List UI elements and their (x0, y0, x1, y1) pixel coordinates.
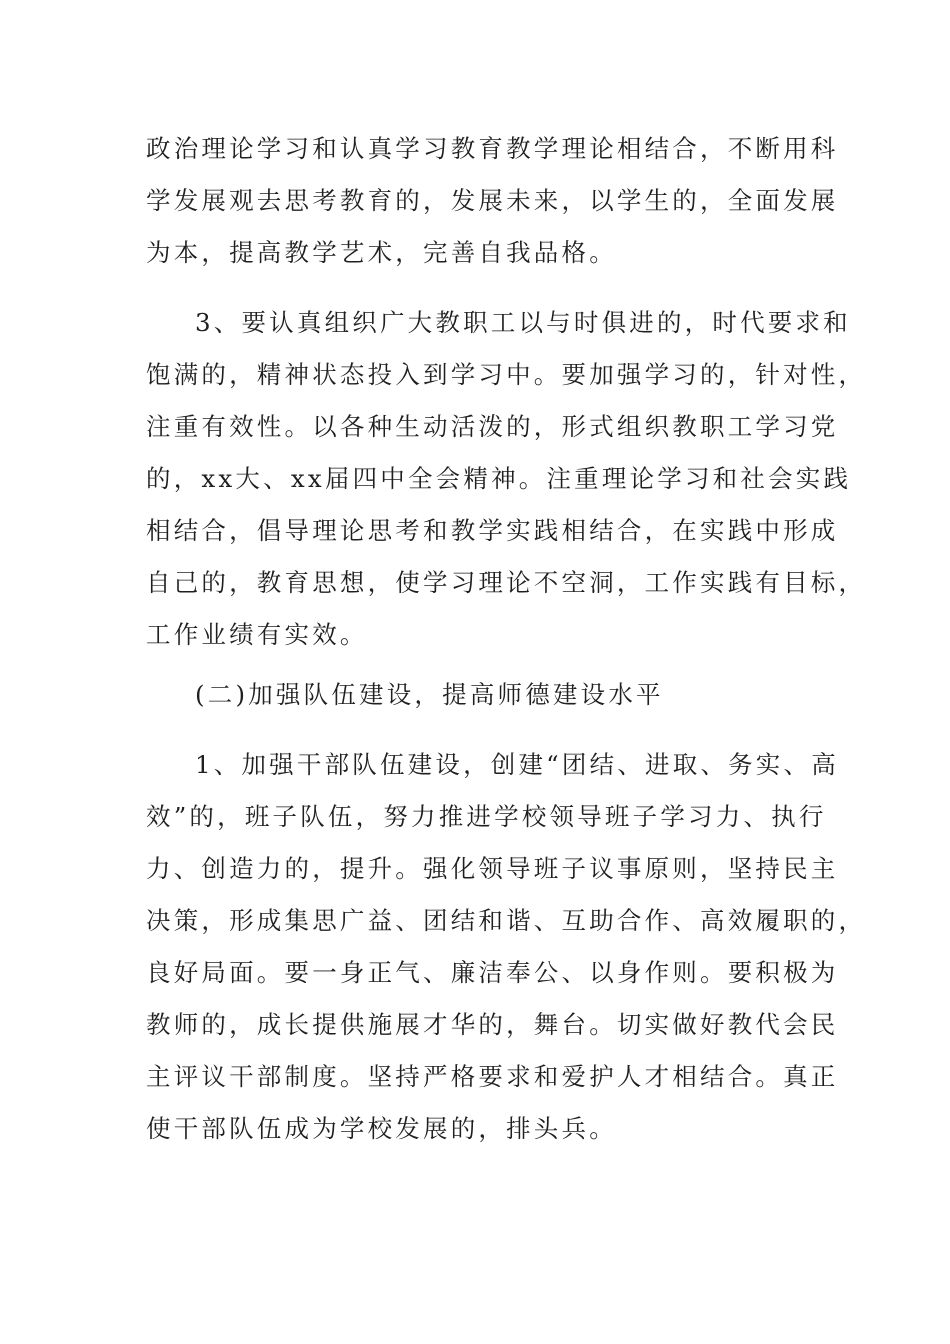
text-line: 饱满的，精神状态投入到学习中。要加强学习的，针对性， (146, 360, 867, 389)
text-line: 教师的，成长提供施展才华的，舞台。切实做好教代会民 (146, 1010, 839, 1039)
section-heading (146, 669, 806, 721)
text-line: 自己的，教育思想，使学习理论不空洞，工作实践有目标， (146, 568, 867, 597)
text-line: 主评议干部制度。坚持严格要求和爱护人才相结合。真正 (146, 1062, 839, 1091)
text-line: 工作业绩有实效。 (146, 620, 368, 649)
paragraph-item-1 (146, 739, 867, 1155)
text-line: 效”的，班子队伍，努力推进学校领导班子学习力、执行 (146, 802, 827, 831)
text-line: 注重有效性。以各种生动活泼的，形式组织教职工学习党 (146, 412, 839, 441)
text-line: (二)加强队伍建设，提高师德建设水平 (195, 680, 664, 709)
paragraph-item-3 (146, 297, 867, 661)
text-line: 1、加强干部队伍建设，创建“团结、进取、务实、高 (195, 750, 839, 779)
text-line: 使干部队伍成为学校发展的，排头兵。 (146, 1114, 617, 1143)
text-line: 力、创造力的，提升。强化领导班子议事原则，坚持民主 (146, 854, 839, 883)
text-line: 为本，提高教学艺术，完善自我品格。 (146, 238, 617, 267)
text-line: 学发展观去思考教育的，发展未来，以学生的，全面发展 (146, 186, 839, 215)
text-line: 良好局面。要一身正气、廉洁奉公、以身作则。要积极为 (146, 958, 839, 987)
text-line: 相结合，倡导理论思考和教学实践相结合，在实践中形成 (146, 516, 839, 545)
text-line: 的，xx大、xx届四中全会精神。注重理论学习和社会实践 (146, 464, 852, 493)
text-line: 3、要认真组织广大教职工以与时俱进的，时代要求和 (195, 308, 851, 337)
text-line: 政治理论学习和认真学习教育教学理论相结合，不断用科 (146, 134, 839, 163)
text-line: 决策，形成集思广益、团结和谐、互助合作、高效履职的， (146, 906, 867, 935)
paragraph-continuation (146, 123, 839, 279)
